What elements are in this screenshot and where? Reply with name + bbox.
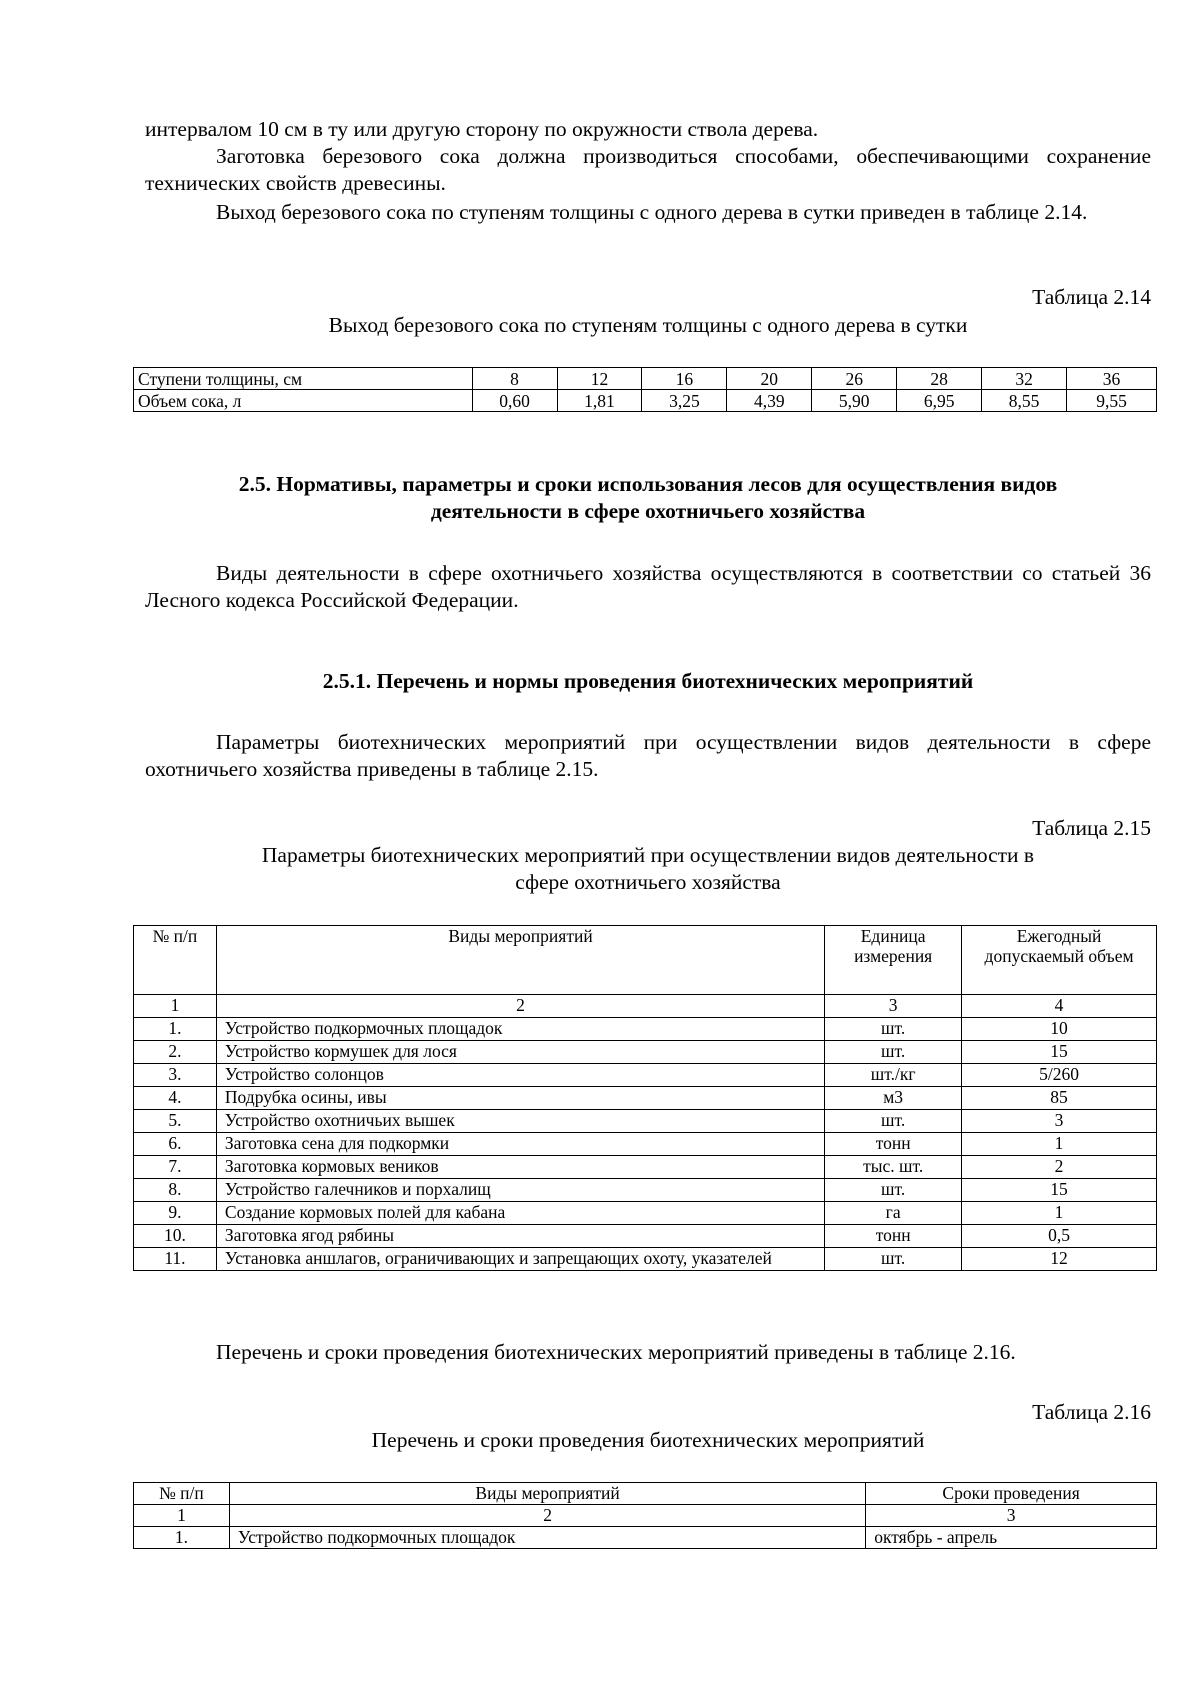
- table-cell: 8.: [134, 1179, 217, 1202]
- table-cell: шт.: [825, 1248, 962, 1271]
- table-2-15-title-line1: Параметры биотехнических мероприятий при осуществлении видов деятельности в: [261, 843, 1035, 867]
- table-cell: 16: [642, 368, 727, 390]
- table-row: [134, 1018, 1157, 1041]
- table-cell: 2: [962, 1156, 1157, 1179]
- table-cell: Подрубка осины, ивы: [216, 1087, 824, 1110]
- table-cell: 12: [557, 368, 642, 390]
- table-cell: 8: [472, 368, 557, 390]
- table-2-16: [133, 1482, 1157, 1549]
- table-cell: Устройство подкормочных площадок: [216, 1018, 824, 1041]
- table-cell: 4: [962, 995, 1157, 1018]
- table-cell: 5.: [134, 1110, 217, 1133]
- table-cell: Установка аншлагов, ограничивающих и запрещающих охоту, указателей: [216, 1248, 824, 1271]
- column-header-number: № п/п: [134, 926, 217, 995]
- table-2-16-label: Таблица 2.16: [1032, 1400, 1151, 1424]
- table-cell: Создание кормовых полей для кабана: [216, 1202, 824, 1225]
- table-cell: Заготовка сена для подкормки: [216, 1133, 824, 1156]
- table-2-15-label: Таблица 2.15: [1032, 816, 1151, 840]
- intro-line: интервалом 10 см в ту или другую сторону по окружности ствола дерева.: [145, 117, 819, 141]
- table-cell: 26: [812, 368, 897, 390]
- section-2-5-1-text: Параметры биотехнических мероприятий при осуществлении видов деятельности в сфере охотничьего хозяйства приведены в таблице 2.15.: [145, 730, 1151, 781]
- table-cell: шт./кг: [825, 1064, 962, 1087]
- table-cell: тыс. шт.: [825, 1156, 962, 1179]
- table-cell: 8,55: [982, 390, 1067, 412]
- table-cell: 10: [962, 1018, 1157, 1041]
- table-row: [134, 1087, 1157, 1110]
- table-header-row: [134, 1483, 1157, 1505]
- section-2-5-text: Виды деятельности в сфере охотничьего хозяйства осуществляются в соответствии со статьей 36 Лесного кодекса Российской Федерации.: [145, 561, 1151, 612]
- table-cell: Устройство солонцов: [216, 1064, 824, 1087]
- table-cell: 9.: [134, 1202, 217, 1225]
- table-cell: Ступени толщины, см: [134, 368, 473, 390]
- table-cell: 28: [897, 368, 982, 390]
- table-cell: Устройство охотничьих вышек: [216, 1110, 824, 1133]
- table-cell: 3: [962, 1110, 1157, 1133]
- table-cell: 15: [962, 1041, 1157, 1064]
- table-cell: 1.: [134, 1527, 230, 1549]
- table-row: [134, 1527, 1157, 1549]
- table-header-row: [134, 926, 1157, 995]
- table-cell: шт.: [825, 1018, 962, 1041]
- table-cell: 6.: [134, 1133, 217, 1156]
- table-2-14-label: Таблица 2.14: [1032, 285, 1151, 309]
- column-header-activity: Виды мероприятий: [229, 1483, 865, 1505]
- table-cell: 5,90: [812, 390, 897, 412]
- table-cell: 12: [962, 1248, 1157, 1271]
- table-row: [134, 1064, 1157, 1087]
- table-cell: шт.: [825, 1179, 962, 1202]
- table-row: [134, 1202, 1157, 1225]
- table-numbering-row: [134, 995, 1157, 1018]
- table-cell: 6,95: [897, 390, 982, 412]
- table-cell: 1: [962, 1202, 1157, 1225]
- table-2-16-title: Перечень и сроки проведения биотехнических мероприятий: [371, 1428, 925, 1452]
- after-table-2-15-text: Перечень и сроки проведения биотехнических мероприятий приведены в таблице 2.16.: [216, 1340, 1016, 1364]
- table-numbering-row: [134, 1505, 1157, 1527]
- table-cell: м3: [825, 1087, 962, 1110]
- table-cell: 11.: [134, 1248, 217, 1271]
- table-cell: 15: [962, 1179, 1157, 1202]
- table-row: [134, 1133, 1157, 1156]
- intro-paragraph-sap-yield: Выход березового сока по ступеням толщины с одного дерева в сутки приведен в таблице 2.14.: [216, 200, 1088, 224]
- table-cell: 1: [134, 995, 217, 1018]
- table-row: [134, 1041, 1157, 1064]
- table-2-14-title: Выход березового сока по ступеням толщины с одного дерева в сутки: [328, 313, 968, 337]
- table-cell: 10.: [134, 1225, 217, 1248]
- table-cell: 32: [982, 368, 1067, 390]
- table-2-15-title-line2: сфере охотничьего хозяйства: [515, 870, 781, 894]
- table-cell: 4,39: [727, 390, 812, 412]
- section-2-5-1-heading: 2.5.1. Перечень и нормы проведения биотехнических мероприятий: [322, 669, 974, 693]
- table-cell: 0,5: [962, 1225, 1157, 1248]
- table-cell: 3: [825, 995, 962, 1018]
- table-cell: Заготовка кормовых веников: [216, 1156, 824, 1179]
- column-header-activity: Виды мероприятий: [216, 926, 824, 995]
- table-cell: Устройство галечников и порхалищ: [216, 1179, 824, 1202]
- table-cell: шт.: [825, 1110, 962, 1133]
- table-cell: тонн: [825, 1133, 962, 1156]
- table-cell: 3.: [134, 1064, 217, 1087]
- table-cell: 4.: [134, 1087, 217, 1110]
- column-header-volume: Ежегодный допускаемый объем: [962, 926, 1157, 995]
- column-header-period: Сроки проведения: [866, 1483, 1157, 1505]
- table-cell: 1,81: [557, 390, 642, 412]
- table-cell: шт.: [825, 1041, 962, 1064]
- section-2-5-heading-line2: деятельности в сфере охотничьего хозяйства: [430, 499, 866, 523]
- table-cell: Устройство подкормочных площадок: [229, 1527, 865, 1549]
- column-header-number: № п/п: [134, 1483, 230, 1505]
- table-cell: 2: [216, 995, 824, 1018]
- table-cell: 1: [962, 1133, 1157, 1156]
- table-cell: 1: [134, 1505, 230, 1527]
- table-cell: Объем сока, л: [134, 390, 473, 412]
- table-2-14: [133, 367, 1157, 412]
- table-cell: Заготовка ягод рябины: [216, 1225, 824, 1248]
- table-row: [134, 1179, 1157, 1202]
- intro-paragraph-sap-method: Заготовка березового сока должна производиться способами, обеспечивающими сохранение технических свойств древесины.: [145, 144, 1151, 195]
- table-cell: 9,55: [1067, 390, 1157, 412]
- table-cell: тонн: [825, 1225, 962, 1248]
- table-cell: га: [825, 1202, 962, 1225]
- table-row: [134, 1248, 1157, 1271]
- table-cell: 20: [727, 368, 812, 390]
- table-row: [134, 1110, 1157, 1133]
- table-row: [134, 1225, 1157, 1248]
- column-header-unit: Единица измерения: [825, 926, 962, 995]
- table-cell: 1.: [134, 1018, 217, 1041]
- table-cell: 36: [1067, 368, 1157, 390]
- table-cell: 3: [866, 1505, 1157, 1527]
- table-row: [134, 1156, 1157, 1179]
- table-cell: октябрь - апрель: [866, 1527, 1157, 1549]
- table-cell: 85: [962, 1087, 1157, 1110]
- table-cell: 7.: [134, 1156, 217, 1179]
- table-cell: 3,25: [642, 390, 727, 412]
- table-cell: 2.: [134, 1041, 217, 1064]
- table-cell: 0,60: [472, 390, 557, 412]
- table-row: [134, 368, 1157, 390]
- table-cell: 5/260: [962, 1064, 1157, 1087]
- table-2-15: [133, 925, 1157, 1271]
- table-cell: Устройство кормушек для лося: [216, 1041, 824, 1064]
- section-2-5-heading-line1: 2.5. Нормативы, параметры и сроки использования лесов для осуществления видов: [238, 472, 1058, 496]
- table-cell: 2: [229, 1505, 865, 1527]
- table-row: [134, 390, 1157, 412]
